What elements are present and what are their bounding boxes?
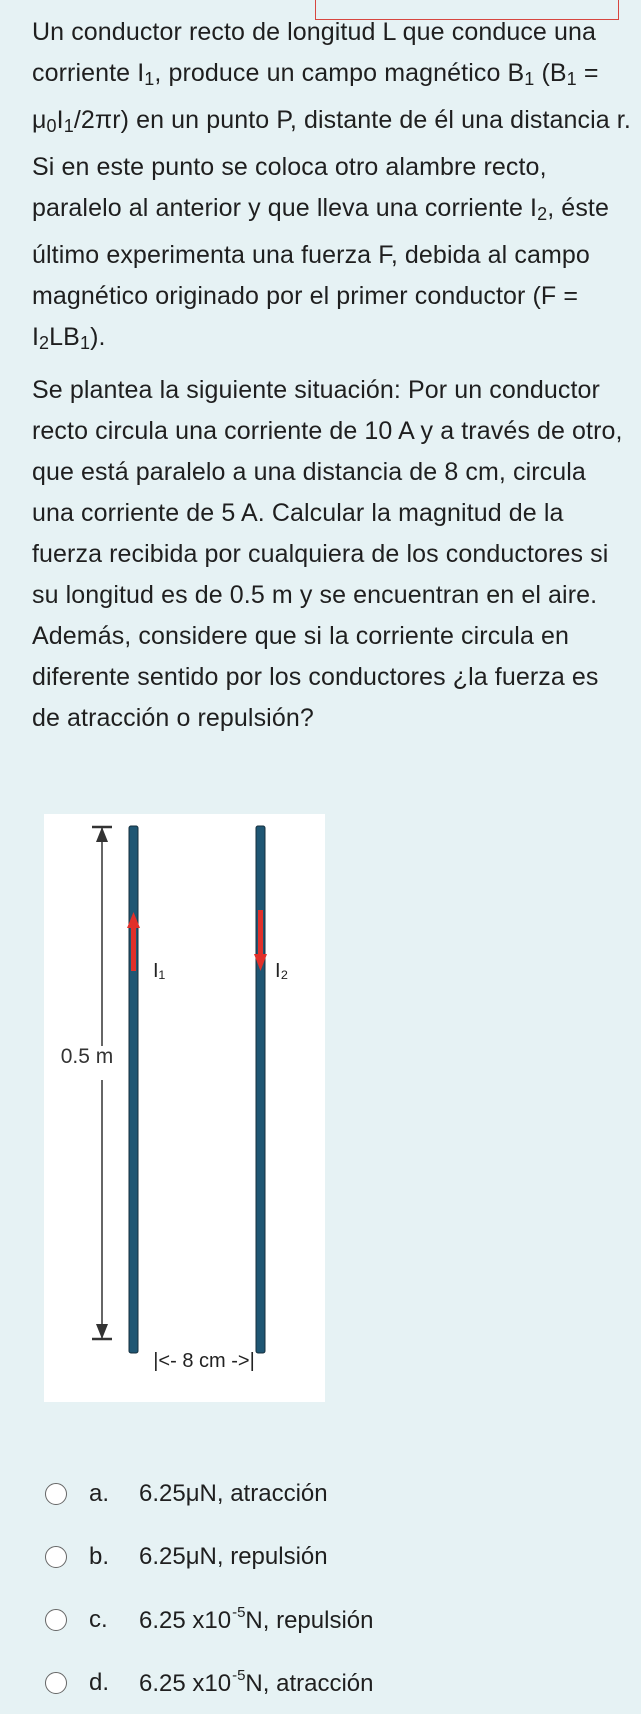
option-d-letter: d. [89,1668,110,1696]
option-a-text: 6.25μN, atracción [139,1479,328,1507]
length-label: 0.5 m [60,1045,114,1068]
option-c-exponent: -5 [232,1604,246,1621]
option-a[interactable] [45,1462,605,1525]
option-c-radio[interactable] [45,1609,67,1631]
conductors-diagram-svg [44,814,325,1402]
option-b-letter: b. [89,1542,110,1570]
conductors-diagram [44,814,325,1402]
option-d-radio[interactable] [45,1672,67,1694]
option-c[interactable] [45,1588,605,1651]
option-a-letter: a. [89,1479,110,1507]
answer-options [45,1462,605,1714]
option-b[interactable] [45,1525,605,1588]
option-c-suffix: N, repulsión [245,1607,374,1634]
option-c-letter: c. [89,1605,108,1633]
question-paragraph-1: Un conductor recto de longitud L que conduce una corriente $I_1$, produce un campo magnético $B_1$ $(B_1 = \mu_0I_1/2\pi r)$ en un punto P, distante de él una distancia r. Si en este punto se coloca otro alambre recto, paralelo al anterior y que lleva una corriente $I_2$, éste último experimenta una fuerza F, debida al campo magnético originado por el primer conductor $(F = I_2LB_1)$. [32,18,631,353]
length-bottom-arrow-icon [96,1324,108,1339]
option-b-radio[interactable] [45,1546,67,1568]
option-d-text [139,1667,373,1698]
option-c-prefix: 6.25 x10 [139,1607,232,1634]
current-1-label: I₁ [153,960,166,982]
question-text [32,12,632,739]
wire-2 [256,826,265,1353]
length-top-arrow-icon [96,827,108,842]
option-c-text [139,1604,373,1635]
question-paragraph-2: Se plantea la siguiente situación: Por un conductor recto circula una corriente de 10 A y a través de otro, que está paralelo a una distancia de 8 cm, circula una corriente de 5 A. Calcular la magnitud de la fuerza recibida por cualquiera de los conductores si su longitud es de 0.5 m y se encuentran en el aire. Además, considere que si la corriente circula en diferente sentido por los conductores ¿la fuerza es de atracción o repulsión? [32,376,623,732]
option-a-radio[interactable] [45,1483,67,1505]
option-d-suffix: N, atracción [245,1670,374,1697]
wire-1 [129,826,138,1353]
current-2-label: I₂ [275,960,289,982]
distance-label: |<- 8 cm ->| [153,1350,255,1372]
option-d-exponent: -5 [232,1667,246,1684]
option-d-prefix: 6.25 x10 [139,1670,232,1697]
option-b-text: 6.25μN, repulsión [139,1542,328,1570]
option-d[interactable] [45,1651,605,1714]
